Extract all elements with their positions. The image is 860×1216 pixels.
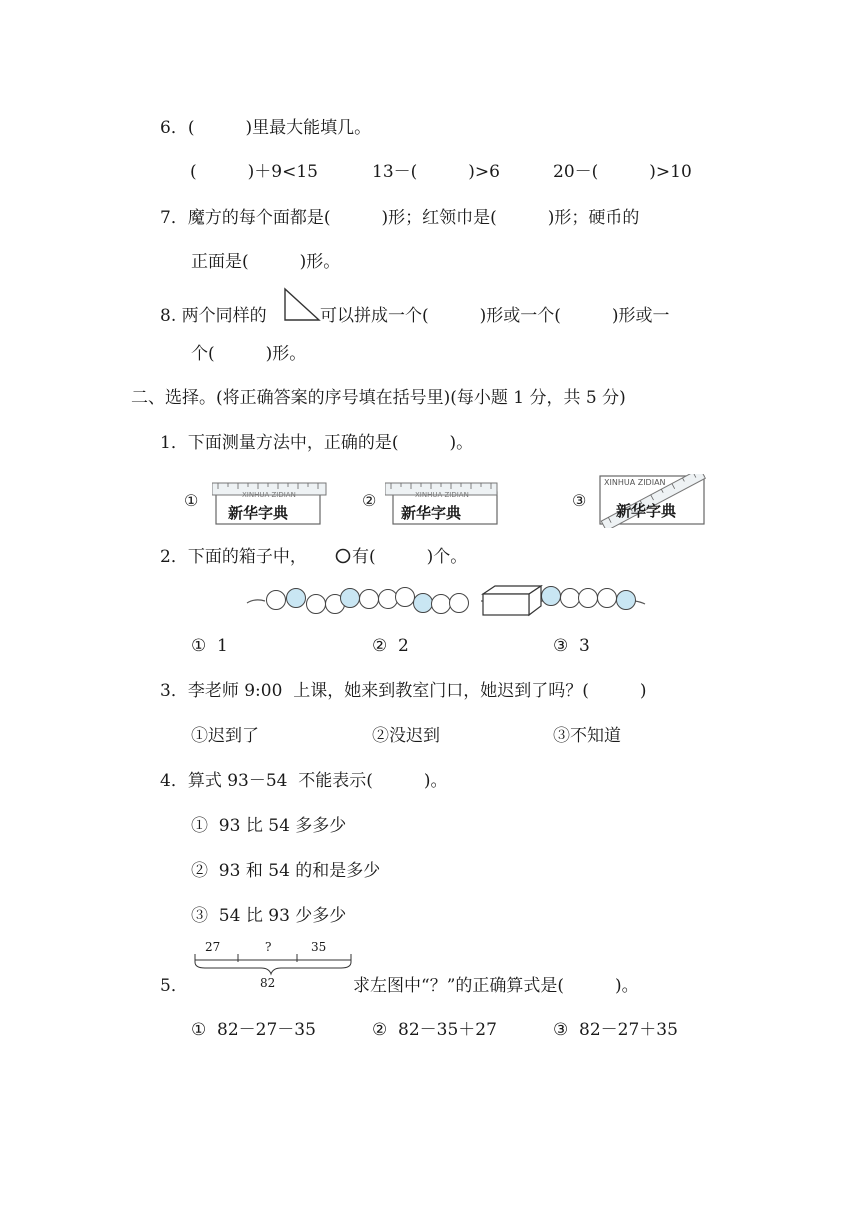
q8-suffix: 可以拼成一个( )形或一个( )形或一 bbox=[320, 306, 670, 326]
s5-option-1: ① 82－27－35 bbox=[191, 1020, 316, 1040]
s2-question-suffix: 有( )个。 bbox=[352, 547, 468, 567]
q8-line-2: 个( )形。 bbox=[191, 344, 307, 364]
s1-figure-2 bbox=[385, 480, 500, 526]
q7-line-2: 正面是( )形。 bbox=[191, 252, 341, 272]
s3-option-1: ①迟到了 bbox=[191, 726, 259, 746]
s3-option-2: ②没迟到 bbox=[372, 726, 440, 746]
s5-question: 求左图中“？”的正确算式是( )。 bbox=[353, 976, 639, 996]
s3-question: 3．李老师 9:00 上课，她来到教室门口，她迟到了吗？( ) bbox=[160, 681, 647, 701]
s2-question-prefix: 2．下面的箱子中， bbox=[160, 547, 307, 567]
section-2-heading: 二、选择。(将正确答案的序号填在括号里)(每小题 1 分，共 5 分) bbox=[131, 388, 626, 408]
s2-option-2: ② 2 bbox=[372, 636, 409, 656]
book-title: 新华字典 bbox=[401, 504, 462, 522]
s4-option-3: ③ 54 比 93 少多少 bbox=[191, 906, 347, 926]
s5-number: 5． bbox=[160, 976, 188, 996]
s2-option-3: ③ 3 bbox=[553, 636, 590, 656]
segment-label-total: 82 bbox=[260, 976, 276, 990]
segment-label-35: 35 bbox=[311, 940, 327, 954]
s3-option-3: ③不知道 bbox=[553, 726, 621, 746]
s1-marker-3: ③ bbox=[572, 491, 587, 510]
q8-prefix: 8. 两个同样的 bbox=[160, 306, 267, 326]
q6-part-1: ( )＋9<15 bbox=[190, 162, 318, 182]
right-triangle-icon bbox=[283, 287, 321, 323]
segment-diagram bbox=[193, 940, 353, 996]
q6-title: 6．( )里最大能填几。 bbox=[160, 118, 372, 138]
s4-option-1: ① 93 比 54 多多少 bbox=[191, 816, 347, 836]
s5-option-2: ② 82－35＋27 bbox=[372, 1020, 497, 1040]
s4-option-2: ② 93 和 54 的和是多少 bbox=[191, 861, 381, 881]
s1-question: 1．下面测量方法中，正确的是( )。 bbox=[160, 433, 474, 453]
book-title: 新华字典 bbox=[616, 502, 677, 520]
q7-line-1: 7．魔方的每个面都是( )形；红领巾是( )形；硬币的 bbox=[160, 208, 640, 228]
ruler-text: XINHUA ZIDIAN bbox=[242, 491, 296, 499]
segment-label-27: 27 bbox=[205, 940, 221, 954]
s5-option-3: ③ 82－27＋35 bbox=[553, 1020, 678, 1040]
s2-option-1: ① 1 bbox=[191, 636, 228, 656]
ruler-text: XINHUA ZIDIAN bbox=[604, 478, 666, 487]
ruler-text: XINHUA ZIDIAN bbox=[415, 491, 469, 499]
book-title: 新华字典 bbox=[228, 504, 289, 522]
circle-icon bbox=[335, 548, 351, 564]
q6-part-3: 20－( )>10 bbox=[553, 162, 692, 182]
q6-part-2: 13－( )>6 bbox=[372, 162, 500, 182]
s1-marker-2: ② bbox=[362, 491, 377, 510]
beads-box-figure bbox=[245, 582, 647, 618]
s4-question: 4．算式 93－54 不能表示( )。 bbox=[160, 771, 448, 791]
s1-figure-1 bbox=[212, 480, 327, 526]
segment-label-unknown: ? bbox=[265, 940, 272, 954]
s1-figure-3 bbox=[596, 474, 708, 528]
s1-marker-1: ① bbox=[184, 491, 199, 510]
